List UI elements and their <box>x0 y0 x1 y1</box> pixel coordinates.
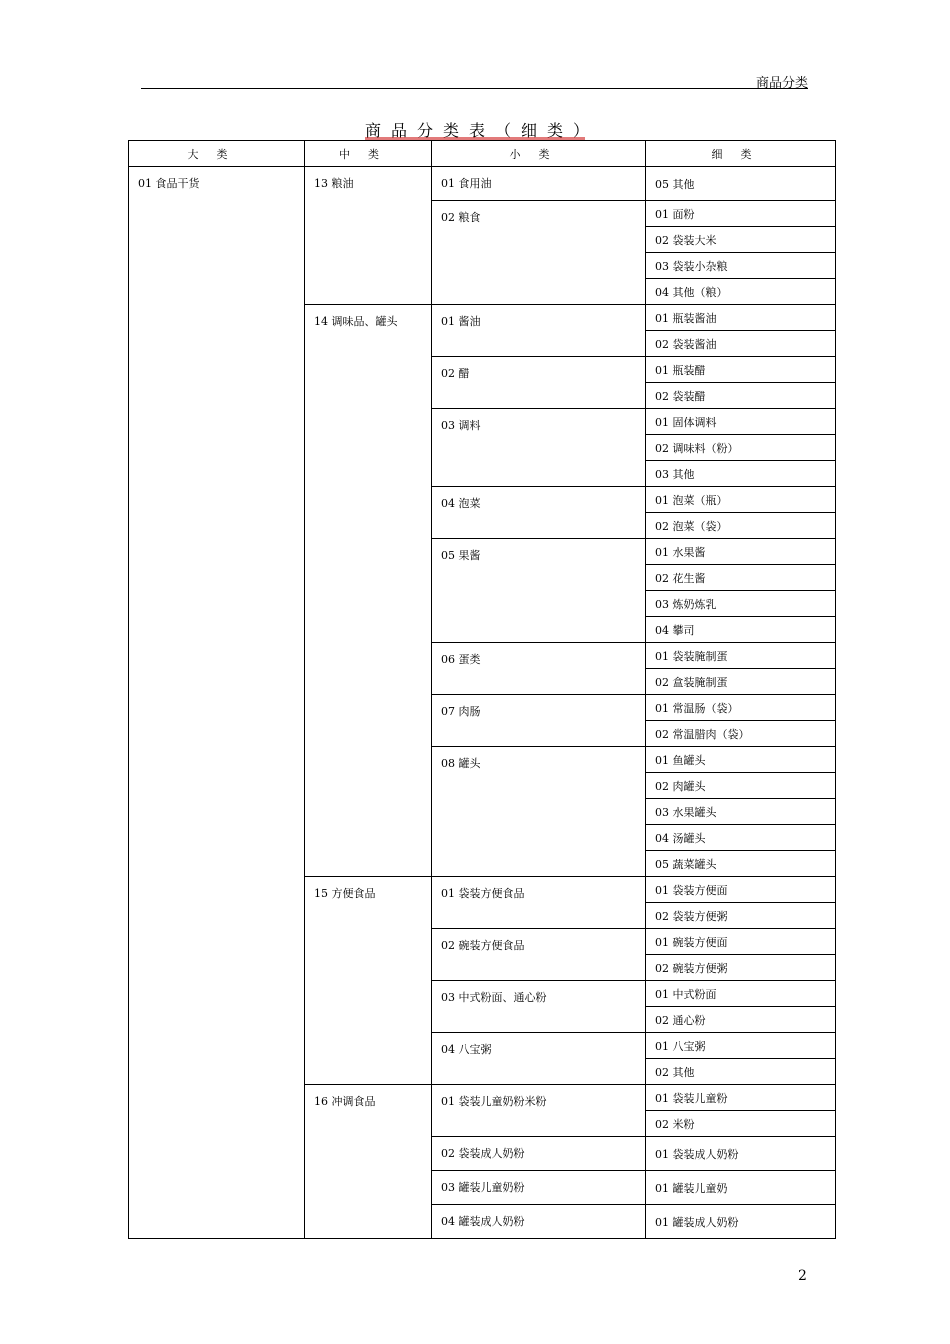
header-rule <box>141 88 808 89</box>
small-category-cell: 02 粮食 <box>432 201 646 305</box>
column-header-small: 小类 <box>432 141 646 167</box>
detail-category-cell: 03 炼奶炼乳 <box>646 591 836 617</box>
detail-category-cell: 01 八宝粥 <box>646 1033 836 1059</box>
table-row <box>129 167 836 201</box>
detail-category-cell: 02 其他 <box>646 1059 836 1085</box>
detail-category-cell: 04 其他（粮） <box>646 279 836 305</box>
table-header-row <box>129 141 836 167</box>
running-header: 商品分类 <box>755 76 808 91</box>
small-category-cell: 08 罐头 <box>432 747 646 877</box>
detail-category-cell: 01 固体调料 <box>646 409 836 435</box>
small-category-cell: 07 肉肠 <box>432 695 646 747</box>
page-number: 2 <box>798 1268 807 1284</box>
small-category-cell: 02 醋 <box>432 357 646 409</box>
small-category-cell: 03 调料 <box>432 409 646 487</box>
small-category-cell: 05 果酱 <box>432 539 646 643</box>
column-header-middle: 中类 <box>305 141 432 167</box>
column-header-detail: 细类 <box>646 141 836 167</box>
detail-category-cell: 01 瓶装醋 <box>646 357 836 383</box>
detail-category-cell: 02 碗装方便粥 <box>646 955 836 981</box>
small-category-cell: 01 袋装方便食品 <box>432 877 646 929</box>
detail-category-cell: 01 中式粉面 <box>646 981 836 1007</box>
detail-category-cell: 02 常温腊肉（袋） <box>646 721 836 747</box>
detail-category-cell: 05 蔬菜罐头 <box>646 851 836 877</box>
major-category-cell: 01 食品干货 <box>129 167 305 1239</box>
detail-category-cell: 01 碗装方便面 <box>646 929 836 955</box>
detail-category-cell: 01 袋装方便面 <box>646 877 836 903</box>
middle-category-cell: 15 方便食品 <box>305 877 432 1085</box>
detail-category-cell: 02 调味料（粉） <box>646 435 836 461</box>
detail-category-cell: 02 盒装腌制蛋 <box>646 669 836 695</box>
detail-category-cell: 03 袋装小杂粮 <box>646 253 836 279</box>
small-category-cell: 01 袋装儿童奶粉米粉 <box>432 1085 646 1137</box>
detail-category-cell: 01 鱼罐头 <box>646 747 836 773</box>
middle-category-cell: 13 粮油 <box>305 167 432 305</box>
detail-category-cell: 01 瓶装酱油 <box>646 305 836 331</box>
detail-category-cell: 02 泡菜（袋） <box>646 513 836 539</box>
detail-category-cell: 01 水果酱 <box>646 539 836 565</box>
small-category-cell: 04 八宝粥 <box>432 1033 646 1085</box>
small-category-cell: 01 食用油 <box>432 167 646 201</box>
detail-category-cell: 02 袋装方便粥 <box>646 903 836 929</box>
detail-category-cell: 01 常温肠（袋） <box>646 695 836 721</box>
small-category-cell: 02 袋装成人奶粉 <box>432 1137 646 1171</box>
detail-category-cell: 02 米粉 <box>646 1111 836 1137</box>
detail-category-cell: 02 肉罐头 <box>646 773 836 799</box>
detail-category-cell: 01 面粉 <box>646 201 836 227</box>
detail-category-cell: 01 罐装儿童奶 <box>646 1171 836 1205</box>
detail-category-cell: 01 泡菜（瓶） <box>646 487 836 513</box>
small-category-cell: 01 酱油 <box>432 305 646 357</box>
table-body <box>129 167 836 1239</box>
small-category-cell: 04 泡菜 <box>432 487 646 539</box>
detail-category-cell: 02 袋装大米 <box>646 227 836 253</box>
detail-category-cell: 03 其他 <box>646 461 836 487</box>
detail-category-cell: 03 水果罐头 <box>646 799 836 825</box>
detail-category-cell: 02 袋装酱油 <box>646 331 836 357</box>
detail-category-cell: 01 袋装腌制蛋 <box>646 643 836 669</box>
document-title: 商品分类表（细类） <box>365 121 600 140</box>
detail-category-cell: 01 袋装儿童粉 <box>646 1085 836 1111</box>
detail-category-cell: 01 罐装成人奶粉 <box>646 1205 836 1239</box>
middle-category-cell: 14 调味品、罐头 <box>305 305 432 877</box>
column-header-major: 大类 <box>129 141 305 167</box>
small-category-cell: 03 罐装儿童奶粉 <box>432 1171 646 1205</box>
small-category-cell: 03 中式粉面、通心粉 <box>432 981 646 1033</box>
detail-category-cell: 01 袋装成人奶粉 <box>646 1137 836 1171</box>
detail-category-cell: 02 花生酱 <box>646 565 836 591</box>
detail-category-cell: 04 攀司 <box>646 617 836 643</box>
small-category-cell: 06 蛋类 <box>432 643 646 695</box>
small-category-cell: 02 碗装方便食品 <box>432 929 646 981</box>
detail-category-cell: 02 通心粉 <box>646 1007 836 1033</box>
small-category-cell: 04 罐装成人奶粉 <box>432 1205 646 1239</box>
detail-category-cell: 04 汤罐头 <box>646 825 836 851</box>
classification-table <box>128 140 836 1239</box>
middle-category-cell: 16 冲调食品 <box>305 1085 432 1239</box>
detail-category-cell: 02 袋装醋 <box>646 383 836 409</box>
detail-category-cell: 05 其他 <box>646 167 836 201</box>
